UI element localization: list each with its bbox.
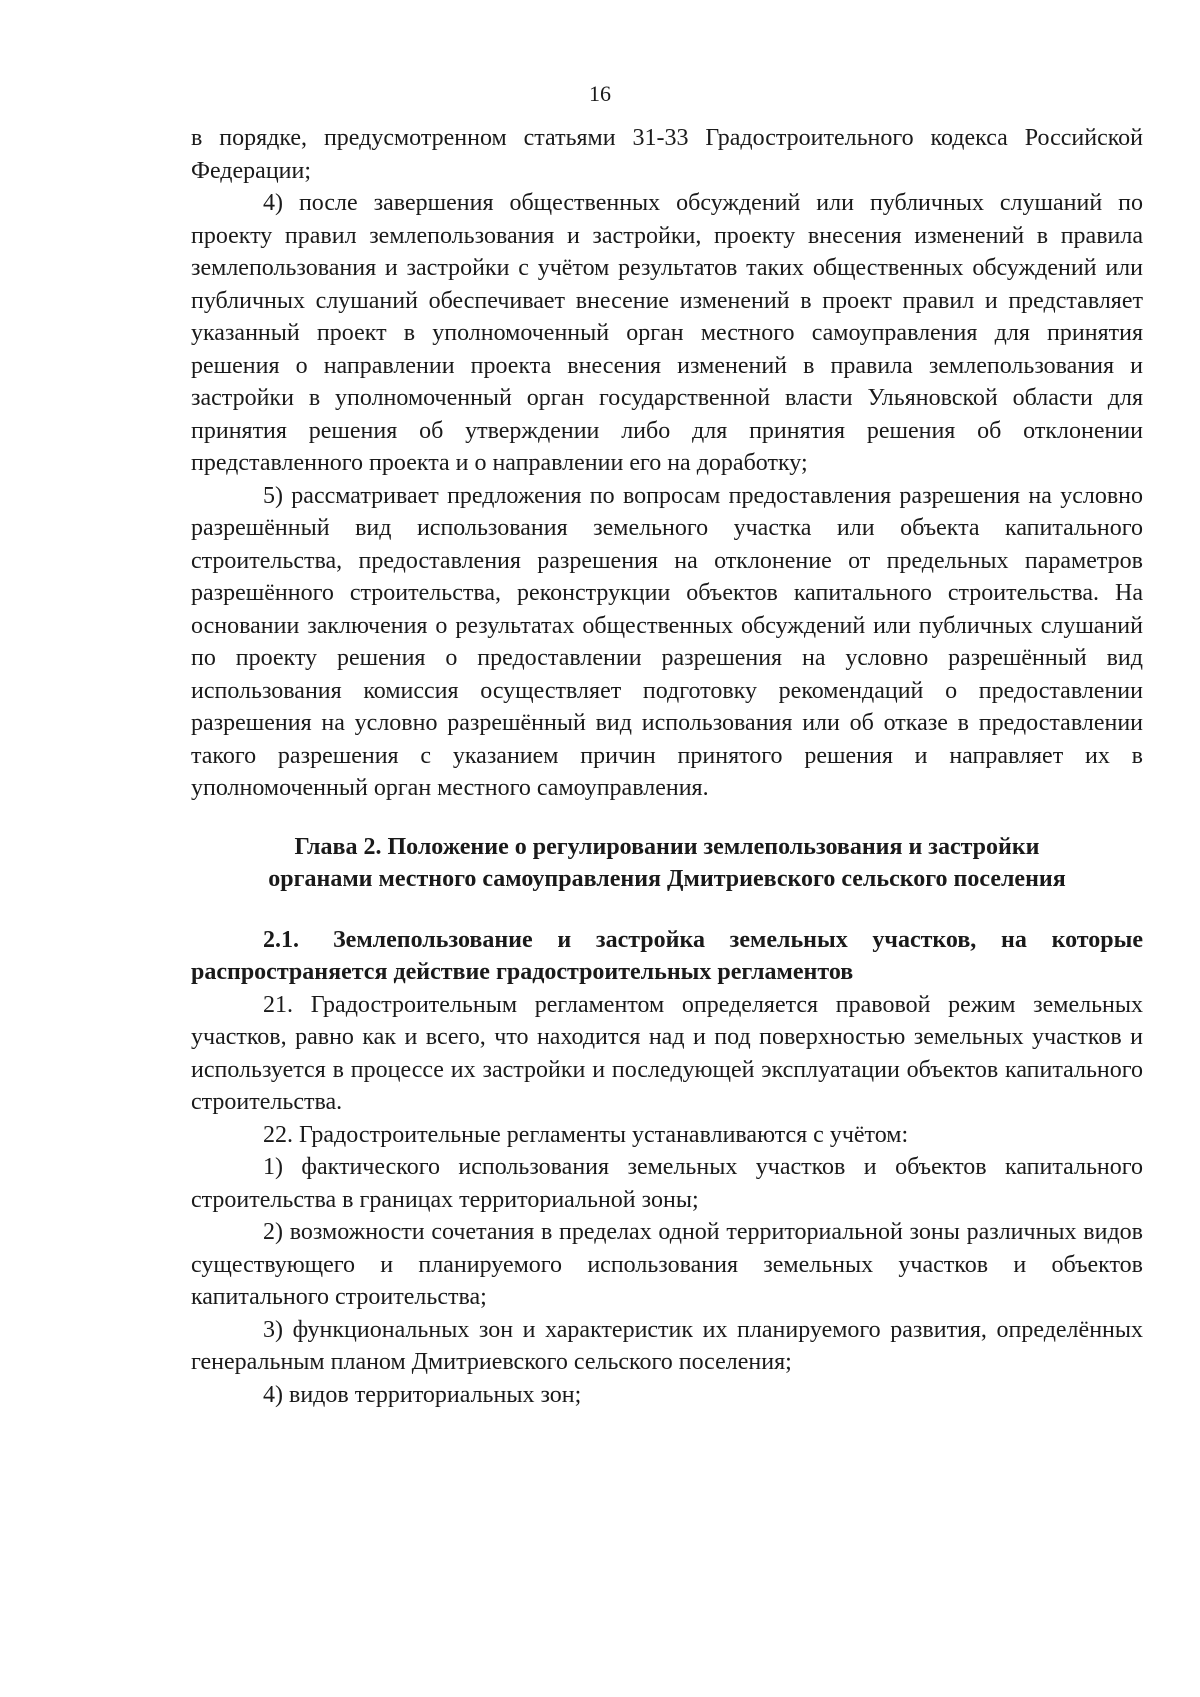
section-heading <box>191 924 1143 989</box>
list-item-1: 1) фактического использования земельных участков и объектов капитального строительства в границах территориальной зоны; <box>191 1154 1143 1213</box>
paragraph-item-5: 5) рассматривает предложения по вопросам предоставления разрешения на условно разрешённый вид использования земельного участка или объекта капитального строительства, предоставления разрешения на отклонение от предельных параметров разрешённого строительства, реконструкции объектов капитального строительства. На основании заключения о результатах общественных обсуждений или публичных слушаний по проекту решения о предоставлении разрешения на условно разрешённый вид использования комиссия осуществляет подготовку рекомендаций о предоставлении разрешения на условно разрешённый вид использования или об отказе в предоставлении такого разрешения с указанием причин принятого решения и направляет их в уполномоченный орган местного самоуправления. <box>191 482 1143 801</box>
paragraph-continuation: в порядке, предусмотренном статьями 31-33 Градостроительного кодекса Российской Федерации; <box>191 125 1143 184</box>
list-item-3: 3) функциональных зон и характеристик их планируемого развития, определённых генеральным планом Дмитриевского сельского поселения; <box>191 1316 1143 1375</box>
section-number: 2.1. <box>263 926 299 953</box>
paragraph-21: 21. Градостроительным регламентом определяется правовой режим земельных участков, равно как и всего, что находится над и под поверхностью земельных участков и используется в процессе их застройки и последующей эксплуатации объектов капитального строительства. <box>191 991 1143 1115</box>
chapter-heading <box>191 831 1143 896</box>
list-item-2: 2) возможности сочетания в пределах одной территориальной зоны различных видов существующего и планируемого использования земельных участков и объектов капитального строительства; <box>191 1219 1143 1310</box>
section-title: Землепользование и застройка земельных участков, на которые распространяется действие градостроительных регламентов <box>191 926 1143 985</box>
paragraph-item-4: 4) после завершения общественных обсуждений или публичных слушаний по проекту правил землепользования и застройки, проекту внесения изменений в правила землепользования и застройки с учётом результатов таких общественных обсуждений или публичных слушаний обеспечивает внесение изменений в проект правил и представляет указанный проект в уполномоченный орган местного самоуправления для принятия решения о направлении проекта внесения изменений в правила землепользования и застройки в уполномоченный орган государственной власти Ульяновской области для принятия решения об утверждении либо для принятия решения об отклонении представленного проекта и о направлении его на доработку; <box>191 190 1143 476</box>
list-item-4: 4) видов территориальных зон; <box>263 1381 582 1408</box>
chapter-heading-line-2: органами местного самоуправления Дмитриевского сельского поселения <box>268 866 1066 892</box>
document-body <box>191 122 1143 1411</box>
chapter-heading-line-1: Глава 2. Положение о регулировании землепользования и застройки <box>294 833 1040 860</box>
paragraph-22: 22. Градостроительные регламенты устанавливаются с учётом: <box>263 1121 909 1148</box>
page-number: 16 <box>589 81 611 106</box>
